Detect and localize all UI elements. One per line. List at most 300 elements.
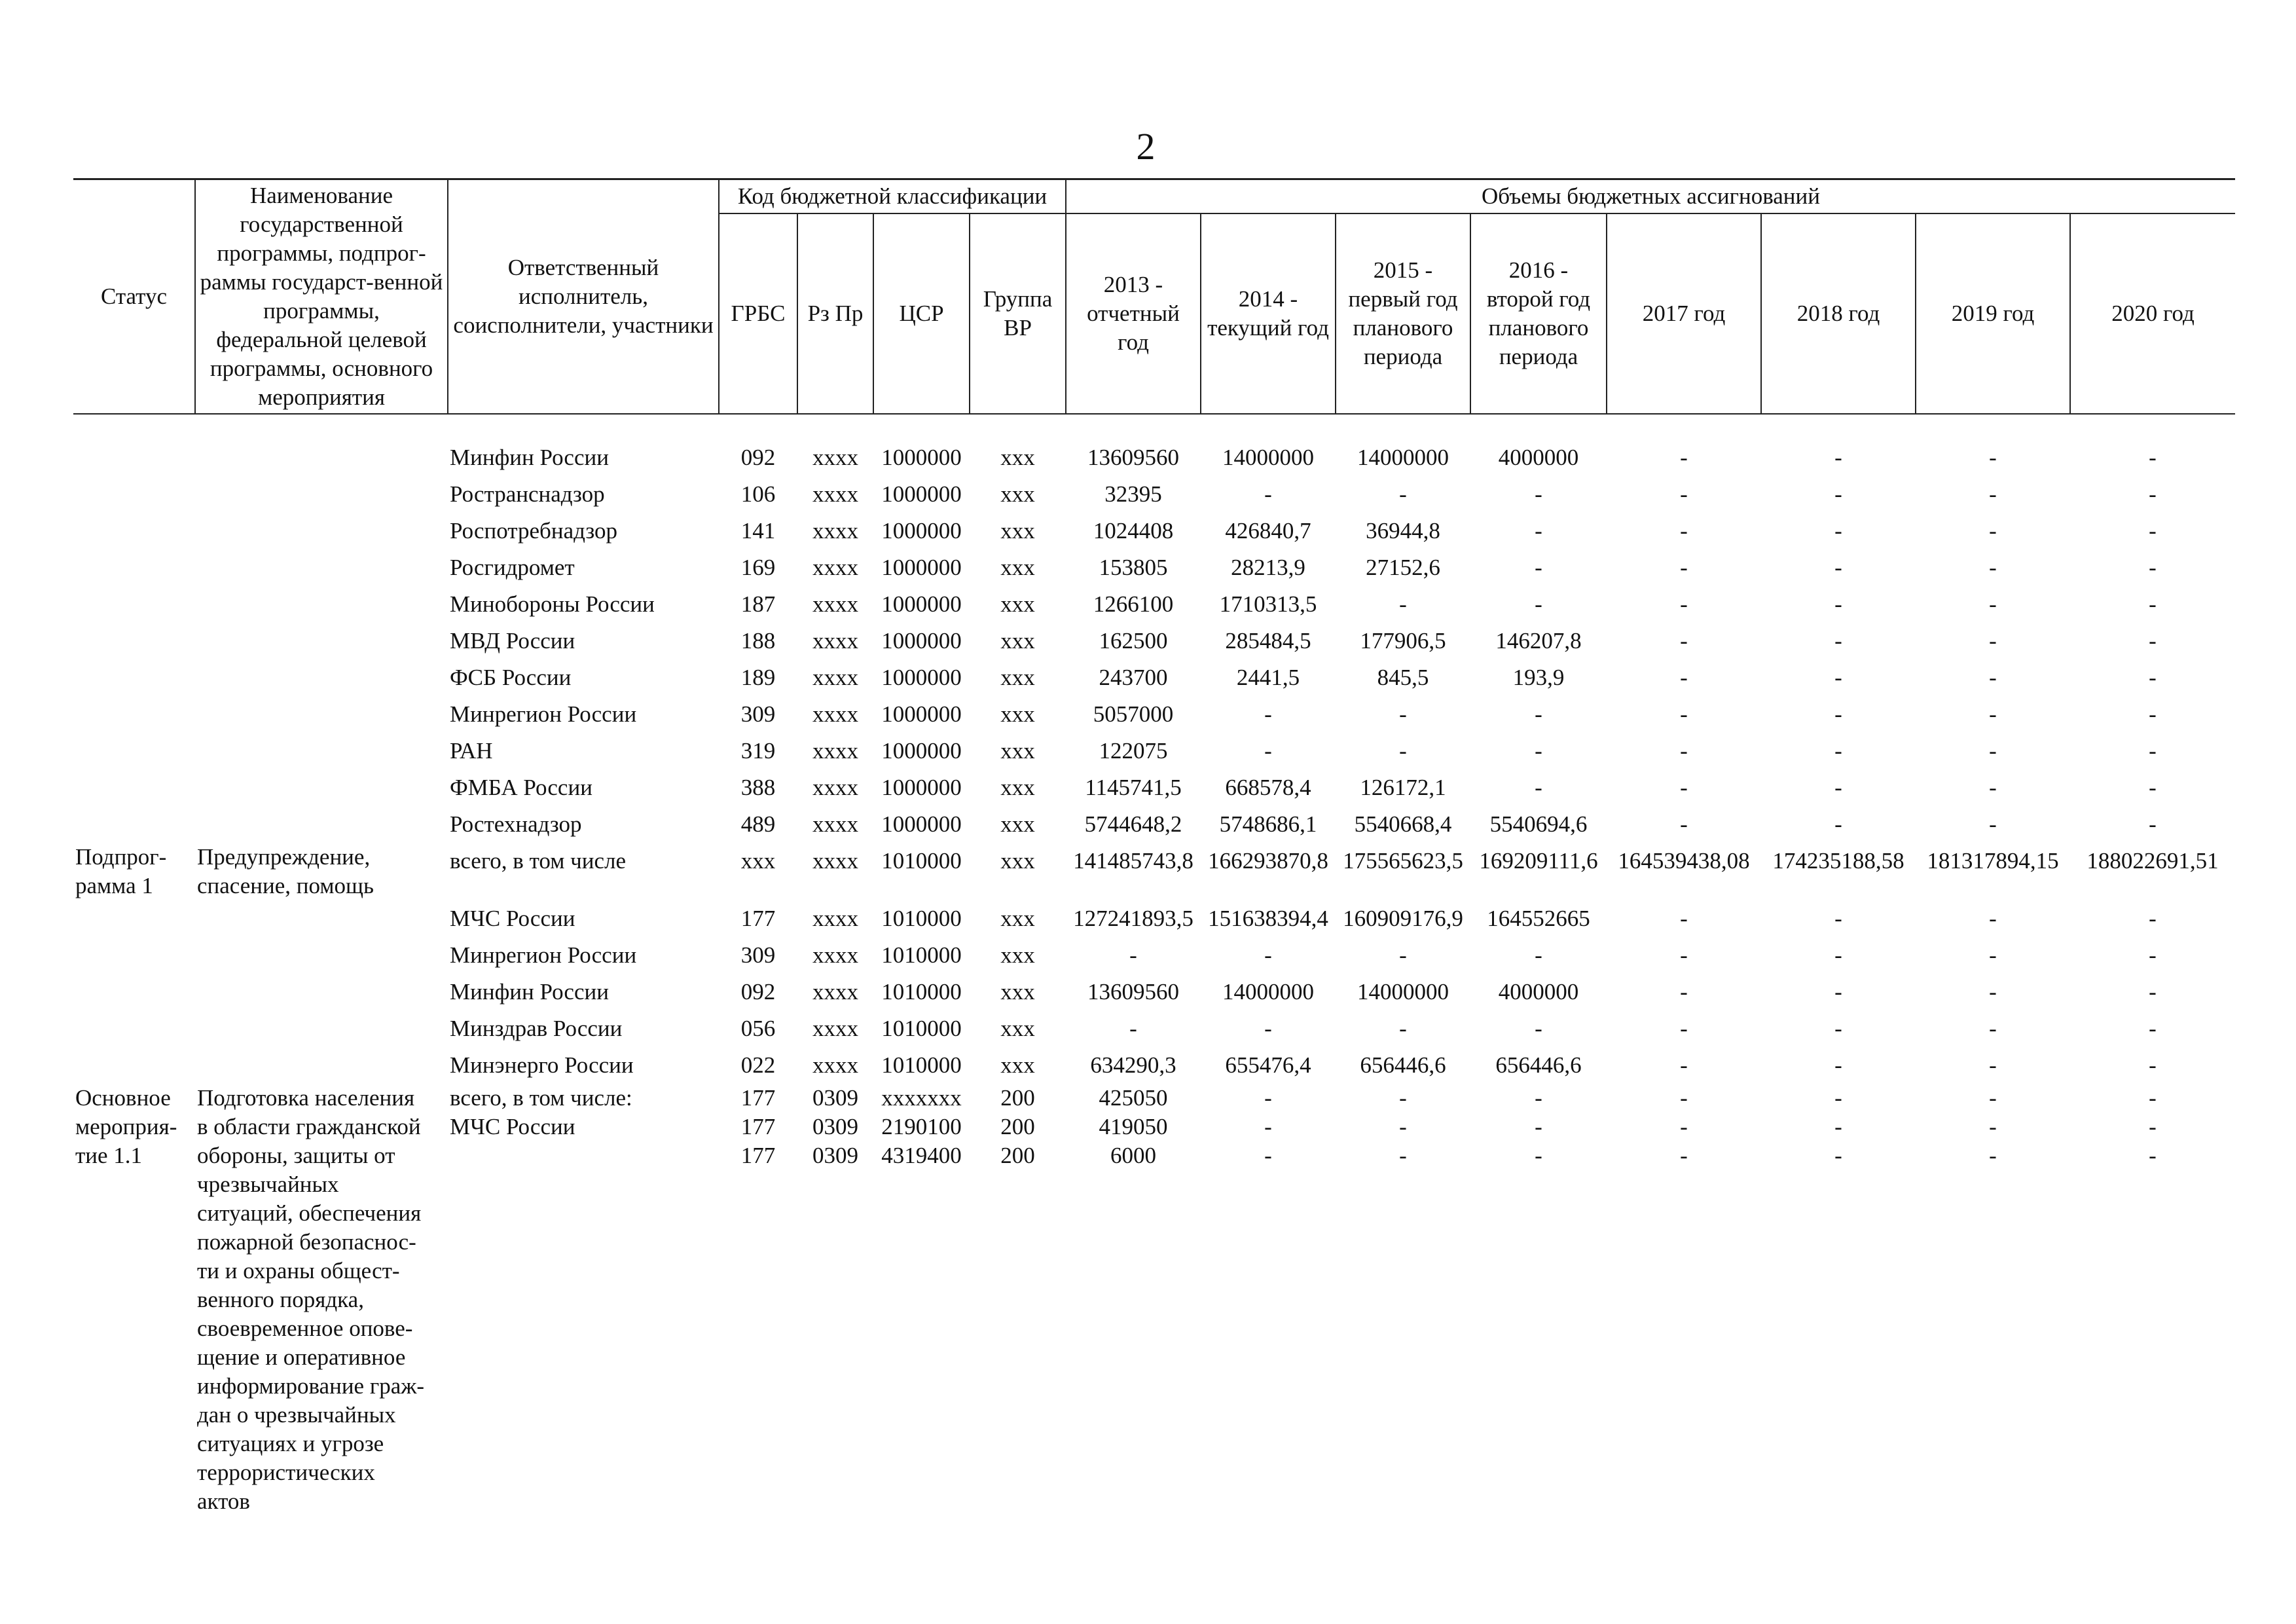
cell-program-name xyxy=(195,806,448,843)
cell-rzpr: xxxx xyxy=(812,1052,858,1078)
table-row xyxy=(73,513,2235,549)
cell-value-2014: 285484,5 xyxy=(1225,628,1311,654)
cell-status xyxy=(73,769,195,806)
cell-vr-group: xxx xyxy=(1000,628,1035,654)
cell-value-2019: - xyxy=(1989,811,1997,837)
cell-vr-group: xxx xyxy=(1000,979,1035,1005)
header-year-2015: 2015 - первый год планового периода xyxy=(1336,213,1470,414)
cell-grbs: 177 xyxy=(740,1085,776,1111)
cell-value-2020: 188022691,51 xyxy=(2086,848,2219,874)
cell-value-2019: - xyxy=(1989,665,1997,690)
table-row xyxy=(73,549,2235,586)
cell-status xyxy=(73,659,195,696)
cell-value-2014: 655476,4 xyxy=(1225,1052,1311,1078)
cell-value-2019: - xyxy=(1989,942,1997,968)
cell-vr-group: xxx xyxy=(1000,848,1035,874)
cell-rzpr: 0309 xyxy=(812,1085,858,1111)
cell-rzpr: xxxx xyxy=(812,811,858,837)
cell-grbs: 489 xyxy=(740,811,776,837)
cell-value-2018: - xyxy=(1834,591,1842,617)
cell-value-2016: - xyxy=(1535,1085,1542,1111)
cell-status xyxy=(73,476,195,513)
cell-executor xyxy=(448,1141,719,1170)
cell-value-2013: 32395 xyxy=(1104,481,1162,507)
cell-rzpr: xxxx xyxy=(812,481,858,507)
header-year-2016: 2016 - второй год планового периода xyxy=(1470,213,1607,414)
cell-program-name xyxy=(195,843,448,900)
cell-value-2018: - xyxy=(1834,775,1842,800)
cell-value-2015: 160909176,9 xyxy=(1343,906,1463,931)
cell-value-2018: - xyxy=(1834,555,1842,580)
cell-csr: 1000000 xyxy=(881,555,962,580)
cell-status xyxy=(73,696,195,733)
cell-value-2019: - xyxy=(1989,628,1997,654)
cell-value-2014: 668578,4 xyxy=(1225,775,1311,800)
cell-value-2015: - xyxy=(1399,942,1407,968)
cell-value-2018: - xyxy=(1834,942,1842,968)
cell-program-name xyxy=(195,974,448,1010)
cell-value-2018: - xyxy=(1834,628,1842,654)
cell-csr: 2190100 xyxy=(881,1114,962,1139)
cell-value-2020: - xyxy=(2149,1143,2157,1168)
table-row xyxy=(73,476,2235,513)
cell-value-2020: - xyxy=(2149,1114,2157,1139)
cell-value-2014: 28213,9 xyxy=(1231,555,1305,580)
cell-value-2017: - xyxy=(1680,1143,1688,1168)
table-row xyxy=(73,1047,2235,1084)
cell-grbs: 106 xyxy=(740,481,776,507)
cell-rzpr: xxxx xyxy=(812,445,858,470)
header-budget-classification-code: Код бюджетной классификации xyxy=(719,179,1066,214)
cell-value-2014: - xyxy=(1264,942,1272,968)
header-year-2018: 2018 год xyxy=(1761,213,1916,414)
cell-vr-group: xxx xyxy=(1000,701,1035,727)
cell-executor: всего, в том числе xyxy=(450,848,627,874)
cell-value-2016: 656446,6 xyxy=(1495,1052,1582,1078)
table-row xyxy=(73,733,2235,769)
cell-executor: Минэнерго России xyxy=(450,1052,634,1078)
cell-program-name xyxy=(195,549,448,586)
cell-value-2016: 4000000 xyxy=(1498,979,1579,1005)
cell-program-name xyxy=(195,1010,448,1047)
cell-status xyxy=(73,974,195,1010)
cell-value-2020: - xyxy=(2149,775,2157,800)
cell-csr: 1010000 xyxy=(881,942,962,968)
cell-csr: 1010000 xyxy=(881,979,962,1005)
cell-value-2015: 14000000 xyxy=(1357,979,1449,1005)
cell-executor: Ространснадзор xyxy=(450,481,605,507)
table-row xyxy=(73,586,2235,623)
cell-vr-group: xxx xyxy=(1000,665,1035,690)
cell-executor: МЧС России xyxy=(450,1114,575,1139)
cell-value-2018: - xyxy=(1834,701,1842,727)
cell-executor: ФСБ России xyxy=(450,665,572,690)
cell-grbs: 092 xyxy=(740,445,776,470)
cell-value-2018: - xyxy=(1834,906,1842,931)
cell-value-2018: - xyxy=(1834,518,1842,544)
header-budget-allocation-volumes: Объемы бюджетных ассигнований xyxy=(1066,179,2235,214)
cell-executor: всего, в том числе: xyxy=(450,1085,632,1111)
cell-program-name xyxy=(195,623,448,659)
cell-value-2016: - xyxy=(1535,481,1542,507)
cell-value-2013: 122075 xyxy=(1099,738,1168,764)
cell-value-2014: 166293870,8 xyxy=(1208,848,1328,874)
cell-value-2013: 162500 xyxy=(1099,628,1168,654)
cell-value-2020: - xyxy=(2149,906,2157,931)
cell-executor: Минфин России xyxy=(450,445,609,470)
cell-rzpr: xxxx xyxy=(812,665,858,690)
table-row xyxy=(73,843,2235,900)
cell-program-name xyxy=(195,769,448,806)
header-year-2017: 2017 год xyxy=(1607,213,1761,414)
cell-value-2015: 177906,5 xyxy=(1360,628,1446,654)
cell-program-name xyxy=(195,1047,448,1084)
cell-vr-group: xxx xyxy=(1000,811,1035,837)
cell-value-2014: - xyxy=(1264,701,1272,727)
budget-table-body xyxy=(73,414,2235,1514)
cell-value-2017: - xyxy=(1680,555,1688,580)
cell-status xyxy=(73,623,195,659)
cell-value-2018: - xyxy=(1834,665,1842,690)
header-year-2013: 2013 - отчетный год xyxy=(1066,213,1201,414)
cell-executor: Росгидромет xyxy=(450,555,575,580)
cell-value-2013: 153805 xyxy=(1099,555,1168,580)
table-row xyxy=(73,806,2235,843)
cell-executor: Минфин России xyxy=(450,979,609,1005)
cell-value-2016: - xyxy=(1535,1016,1542,1041)
cell-grbs: 189 xyxy=(740,665,776,690)
cell-value-2015: 126172,1 xyxy=(1360,775,1446,800)
cell-value-2020: - xyxy=(2149,811,2157,837)
table-row xyxy=(73,1084,2235,1113)
cell-value-2014: - xyxy=(1264,1114,1272,1139)
cell-csr: 1010000 xyxy=(881,1052,962,1078)
cell-rzpr: xxxx xyxy=(812,979,858,1005)
cell-csr: 1000000 xyxy=(881,701,962,727)
cell-program-name xyxy=(195,1084,448,1514)
cell-status xyxy=(73,1084,195,1168)
cell-csr: 1000000 xyxy=(881,445,962,470)
table-row xyxy=(73,696,2235,733)
cell-status xyxy=(73,843,195,900)
cell-rzpr: xxxx xyxy=(812,555,858,580)
header-status: Статус xyxy=(73,179,195,415)
cell-value-2013: 1145741,5 xyxy=(1085,775,1182,800)
cell-value-2013: 425050 xyxy=(1099,1085,1168,1111)
cell-csr: 4319400 xyxy=(881,1143,962,1168)
cell-value-2018: - xyxy=(1834,1052,1842,1078)
cell-status xyxy=(73,1047,195,1084)
header-executor: Ответственный исполнитель, соисполнители, участники xyxy=(448,179,719,415)
cell-value-2019: - xyxy=(1989,1052,1997,1078)
table-row xyxy=(73,623,2235,659)
cell-value-2018: - xyxy=(1834,1114,1842,1139)
cell-grbs: 388 xyxy=(740,775,776,800)
cell-program-name xyxy=(195,586,448,623)
cell-grbs: 187 xyxy=(740,591,776,617)
cell-executor: Ростехнадзор xyxy=(450,811,582,837)
cell-value-2020: - xyxy=(2149,665,2157,690)
cell-value-2013: 5744648,2 xyxy=(1084,811,1182,837)
cell-value-2020: - xyxy=(2149,1085,2157,1111)
cell-executor: Минрегион России xyxy=(450,942,637,968)
cell-value-2017: - xyxy=(1680,738,1688,764)
cell-value-2019: - xyxy=(1989,775,1997,800)
cell-value-2013: 419050 xyxy=(1099,1114,1168,1139)
table-row xyxy=(73,1010,2235,1047)
cell-vr-group: xxx xyxy=(1000,906,1035,931)
cell-vr-group: xxx xyxy=(1000,738,1035,764)
cell-value-2017: - xyxy=(1680,591,1688,617)
cell-value-2013: 1266100 xyxy=(1093,591,1174,617)
cell-program-name xyxy=(195,659,448,696)
cell-value-2017: - xyxy=(1680,1085,1688,1111)
cell-value-2015: 175565623,5 xyxy=(1343,848,1463,874)
cell-value-2015: - xyxy=(1399,738,1407,764)
cell-status-text: Основное мероприя- тие 1.1 xyxy=(75,1085,177,1168)
cell-value-2020: - xyxy=(2149,1016,2157,1041)
cell-value-2016: 193,9 xyxy=(1512,665,1565,690)
cell-csr: 1010000 xyxy=(881,848,962,874)
cell-value-2014: 14000000 xyxy=(1222,445,1314,470)
cell-value-2018: - xyxy=(1834,481,1842,507)
cell-status xyxy=(73,733,195,769)
cell-value-2013: 127241893,5 xyxy=(1073,906,1194,931)
cell-value-2019: - xyxy=(1989,701,1997,727)
cell-value-2018: - xyxy=(1834,738,1842,764)
cell-csr: xxxxxxx xyxy=(881,1085,962,1111)
header-vr-group: Группа ВР xyxy=(970,213,1066,414)
cell-value-2020: - xyxy=(2149,738,2157,764)
cell-value-2015: - xyxy=(1399,701,1407,727)
cell-value-2019: - xyxy=(1989,481,1997,507)
cell-value-2017: - xyxy=(1680,518,1688,544)
cell-value-2018: - xyxy=(1834,811,1842,837)
cell-csr: 1000000 xyxy=(881,775,962,800)
cell-status xyxy=(73,586,195,623)
cell-value-2015: - xyxy=(1399,1085,1407,1111)
cell-value-2020: - xyxy=(2149,701,2157,727)
cell-vr-group: 200 xyxy=(1000,1143,1035,1168)
cell-vr-group: xxx xyxy=(1000,1016,1035,1041)
cell-rzpr: xxxx xyxy=(812,701,858,727)
cell-value-2017: - xyxy=(1680,701,1688,727)
cell-program-name xyxy=(195,696,448,733)
cell-rzpr: xxxx xyxy=(812,775,858,800)
cell-program-name-text: Предупреждение, спасение, помощь xyxy=(197,844,374,898)
cell-value-2015: - xyxy=(1399,481,1407,507)
cell-value-2019: - xyxy=(1989,445,1997,470)
cell-value-2017: - xyxy=(1680,1114,1688,1139)
cell-value-2016: 5540694,6 xyxy=(1489,811,1588,837)
cell-status xyxy=(73,806,195,843)
cell-vr-group: xxx xyxy=(1000,555,1035,580)
cell-vr-group: xxx xyxy=(1000,445,1035,470)
cell-value-2013: 634290,3 xyxy=(1090,1052,1176,1078)
cell-value-2015: - xyxy=(1399,1143,1407,1168)
cell-value-2019: - xyxy=(1989,738,1997,764)
cell-value-2014: 1710313,5 xyxy=(1219,591,1317,617)
table-row xyxy=(73,937,2235,974)
cell-value-2014: 14000000 xyxy=(1222,979,1314,1005)
cell-value-2015: 14000000 xyxy=(1357,445,1449,470)
cell-value-2013: 243700 xyxy=(1099,665,1168,690)
cell-value-2017: - xyxy=(1680,445,1688,470)
cell-program-name-text: Подготовка населения в области гражданской обороны, защиты от чрезвычайных ситуаций, обеспечения пожарной безопаснос- ти и охраны общест- венного порядка, своевременное опове- щение и оперативное информирование граж- дан о чрезвычайных ситуациях и угрозе террористических актов xyxy=(197,1085,425,1514)
cell-rzpr: xxxx xyxy=(812,738,858,764)
cell-value-2016: 4000000 xyxy=(1498,445,1579,470)
cell-csr: 1000000 xyxy=(881,481,962,507)
cell-value-2016: - xyxy=(1535,942,1542,968)
cell-value-2016: - xyxy=(1535,555,1542,580)
cell-value-2014: 5748686,1 xyxy=(1219,811,1317,837)
cell-grbs: 177 xyxy=(740,906,776,931)
header-grbs: ГРБС xyxy=(719,213,797,414)
cell-value-2015: - xyxy=(1399,1114,1407,1139)
cell-status xyxy=(73,414,195,476)
cell-grbs: 309 xyxy=(740,942,776,968)
table-row xyxy=(73,769,2235,806)
cell-value-2020: - xyxy=(2149,481,2157,507)
cell-grbs: 177 xyxy=(740,1143,776,1168)
cell-status-text: Подпрог- рамма 1 xyxy=(75,844,167,898)
cell-rzpr: xxxx xyxy=(812,628,858,654)
cell-value-2020: - xyxy=(2149,591,2157,617)
header-year-2020: 2020 год xyxy=(2070,213,2235,414)
cell-value-2019: - xyxy=(1989,555,1997,580)
header-year-2019: 2019 год xyxy=(1916,213,2070,414)
cell-status xyxy=(73,900,195,937)
cell-value-2013: 13609560 xyxy=(1087,445,1179,470)
cell-value-2019: - xyxy=(1989,979,1997,1005)
cell-executor: РАН xyxy=(450,738,493,764)
header-rzpr: Рз Пр xyxy=(797,213,873,414)
cell-value-2013: 141485743,8 xyxy=(1073,848,1194,874)
cell-value-2017: - xyxy=(1680,979,1688,1005)
cell-value-2013: - xyxy=(1129,1016,1137,1041)
table-row xyxy=(73,974,2235,1010)
cell-value-2016: - xyxy=(1535,738,1542,764)
table-row xyxy=(73,900,2235,937)
cell-vr-group: xxx xyxy=(1000,775,1035,800)
cell-value-2017: - xyxy=(1680,906,1688,931)
cell-vr-group: xxx xyxy=(1000,591,1035,617)
page-number: 2 xyxy=(1136,125,1156,168)
cell-value-2015: 656446,6 xyxy=(1360,1052,1446,1078)
cell-value-2018: - xyxy=(1834,1143,1842,1168)
cell-value-2017: - xyxy=(1680,1052,1688,1078)
cell-value-2015: - xyxy=(1399,591,1407,617)
budget-allocation-table xyxy=(73,178,2235,1514)
cell-csr: 1000000 xyxy=(881,591,962,617)
cell-csr: 1010000 xyxy=(881,906,962,931)
cell-status xyxy=(73,513,195,549)
cell-value-2017: - xyxy=(1680,1016,1688,1041)
cell-value-2016: - xyxy=(1535,591,1542,617)
cell-executor: МЧС России xyxy=(450,906,575,931)
cell-value-2017: - xyxy=(1680,665,1688,690)
cell-value-2015: 27152,6 xyxy=(1366,555,1440,580)
cell-value-2017: - xyxy=(1680,942,1688,968)
cell-program-name xyxy=(195,476,448,513)
cell-value-2013: 13609560 xyxy=(1087,979,1179,1005)
cell-value-2014: - xyxy=(1264,1016,1272,1041)
cell-value-2013: - xyxy=(1129,942,1137,968)
cell-value-2013: 1024408 xyxy=(1093,518,1174,544)
cell-vr-group: xxx xyxy=(1000,1052,1035,1078)
cell-value-2018: - xyxy=(1834,445,1842,470)
cell-rzpr: xxxx xyxy=(812,518,858,544)
cell-rzpr: xxxx xyxy=(812,1016,858,1041)
cell-value-2016: - xyxy=(1535,1114,1542,1139)
cell-value-2015: 845,5 xyxy=(1377,665,1429,690)
cell-grbs: 188 xyxy=(740,628,776,654)
table-row xyxy=(73,414,2235,476)
cell-status xyxy=(73,1010,195,1047)
cell-grbs: 141 xyxy=(740,518,776,544)
cell-status xyxy=(73,549,195,586)
cell-value-2019: - xyxy=(1989,518,1997,544)
cell-value-2016: - xyxy=(1535,1143,1542,1168)
cell-value-2016: 164552665 xyxy=(1487,906,1590,931)
cell-value-2016: - xyxy=(1535,701,1542,727)
cell-value-2017: - xyxy=(1680,628,1688,654)
cell-value-2015: 36944,8 xyxy=(1366,518,1440,544)
cell-grbs: 319 xyxy=(740,738,776,764)
cell-csr: 1000000 xyxy=(881,738,962,764)
cell-value-2014: 2441,5 xyxy=(1236,665,1300,690)
cell-value-2017: - xyxy=(1680,811,1688,837)
cell-program-name xyxy=(195,900,448,937)
cell-status xyxy=(73,937,195,974)
cell-value-2020: - xyxy=(2149,1052,2157,1078)
cell-vr-group: xxx xyxy=(1000,942,1035,968)
cell-csr: 1000000 xyxy=(881,811,962,837)
cell-value-2014: - xyxy=(1264,1085,1272,1111)
cell-value-2020: - xyxy=(2149,628,2157,654)
cell-grbs: 092 xyxy=(740,979,776,1005)
cell-value-2017: 164539438,08 xyxy=(1618,848,1750,874)
cell-value-2020: - xyxy=(2149,445,2157,470)
cell-executor: ФМБА России xyxy=(450,775,592,800)
cell-rzpr: xxxx xyxy=(812,591,858,617)
cell-executor: Минобороны России xyxy=(450,591,655,617)
cell-value-2019: - xyxy=(1989,1016,1997,1041)
cell-value-2019: 181317894,15 xyxy=(1927,848,2059,874)
cell-vr-group: xxx xyxy=(1000,518,1035,544)
header-program-name: Наименование государственной программы, подпрог-раммы государст-венной программы, федеральной целевой программы, основного мероприятия xyxy=(195,179,448,415)
cell-vr-group: 200 xyxy=(1000,1114,1035,1139)
cell-value-2013: 5057000 xyxy=(1093,701,1174,727)
cell-value-2018: - xyxy=(1834,979,1842,1005)
cell-program-name xyxy=(195,937,448,974)
cell-rzpr: xxxx xyxy=(812,848,858,874)
cell-grbs: 309 xyxy=(740,701,776,727)
cell-value-2016: 169209111,6 xyxy=(1479,848,1598,874)
cell-rzpr: xxxx xyxy=(812,906,858,931)
header-year-2014: 2014 - текущий год xyxy=(1201,213,1336,414)
cell-value-2020: - xyxy=(2149,942,2157,968)
cell-executor: Роспотребнадзор xyxy=(450,518,617,544)
cell-rzpr: 0309 xyxy=(812,1114,858,1139)
cell-executor: Минрегион России xyxy=(450,701,637,727)
cell-vr-group: xxx xyxy=(1000,481,1035,507)
cell-value-2016: 146207,8 xyxy=(1495,628,1582,654)
header-csr: ЦСР xyxy=(873,213,970,414)
cell-value-2014: - xyxy=(1264,481,1272,507)
cell-program-name xyxy=(195,733,448,769)
cell-grbs: 169 xyxy=(740,555,776,580)
